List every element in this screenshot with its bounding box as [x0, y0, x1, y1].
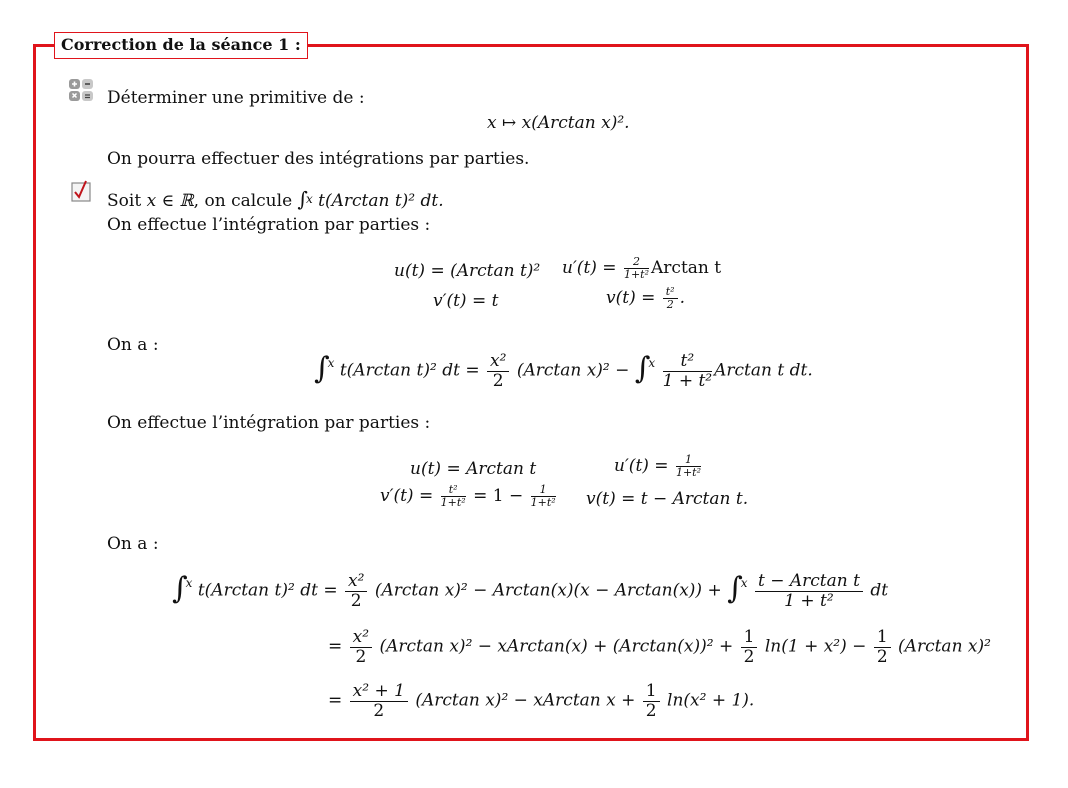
ona-label-1: On a : [107, 335, 159, 355]
ipp2-vprime-frac-2: $\frac{1}{\text{1+t²}}$ [530, 483, 556, 510]
eq2-frac-2: $\frac{\text{t − Arctan t}}{\text{1 + t²}}$ [755, 572, 863, 610]
calculator-icon [68, 78, 96, 104]
ipp1-v-frac: $\frac{\text{t²}}{2}$ [663, 286, 678, 311]
exercise-hint: On pourra effectuer des intégrations par parties. [107, 149, 530, 169]
checkbox-check-icon [70, 178, 94, 204]
eq1-frac-2: $\frac{\text{t²}}{\text{1 + t²}}$ [662, 351, 713, 391]
exercise-statement: Déterminer une primitive de : [107, 88, 365, 108]
ipp1-uprime-frac: $\frac{2}{\text{1+t²}}$ [623, 255, 650, 282]
solution-intro: Soit x ∈ ℝ, on calcule ∫$^x$ t(Arctan t)² dt. [107, 187, 444, 211]
intro-var: x ∈ ℝ [146, 191, 194, 211]
ipp-label-1: On effectue l’intégration par parties : [107, 215, 431, 235]
eq4-frac-1: $\frac{\text{x² + 1}}{2}$ [350, 682, 408, 720]
ipp2-v: v(t) = t − Arctan t. [586, 489, 749, 509]
intro-mid: , on calcule [193, 191, 298, 211]
ona-label-2: On a : [107, 534, 159, 554]
intro-start: Soit [107, 191, 147, 211]
ipp-label-2: On effectue l’intégration par parties : [107, 413, 431, 433]
exercise-function: x ↦ x(Arctan x)². [487, 113, 630, 133]
equation-3: = $\frac{\text{x²}}{2}$ (Arctan x)² − xArctan(x) + (Arctan(x))² + $\frac{1}{2}$ ln(1 + x²) − $\frac{1}{2}$ (Arctan x)² [328, 627, 991, 667]
ipp2-uprime: u′(t) = $\frac{1}{\text{1+t²}}$ [614, 453, 702, 480]
ipp1-vprime: v′(t) = t [433, 291, 499, 311]
ipp1-uprime: u′(t) = $\frac{2}{\text{1+t²}}$ Arctan t [562, 255, 722, 282]
eq4-frac-2: $\frac{1}{2}$ [643, 682, 660, 720]
ipp2-uprime-frac: $\frac{1}{\text{1+t²}}$ [675, 453, 702, 480]
eq3-frac-2: $\frac{1}{2}$ [741, 628, 758, 666]
intro-bound: x [305, 192, 313, 206]
eq3-frac-3: $\frac{1}{2}$ [874, 628, 891, 666]
ipp2-vprime: v′(t) = $\frac{\text{t²}}{\text{1+t²}}$ = 1 − $\frac{1}{\text{1+t²}}$ [380, 483, 556, 510]
eq3-frac-1: $\frac{\text{x²}}{2}$ [350, 628, 372, 666]
ipp2-u: u(t) = Arctan t [410, 459, 537, 479]
eq1-frac-1: $\frac{\text{x²}}{2}$ [487, 352, 509, 390]
equation-1: ∫$^x$ t(Arctan t)² dt = $\frac{\text{x²}}{2}$ (Arctan x)² − ∫$^x$ $\frac{\text{t²}}{\text{1 + t²}}$ Arctan t dt. [314, 351, 813, 391]
ipp1-v: v(t) = $\frac{\text{t²}}{2}$ . [606, 285, 686, 312]
equation-4: = $\frac{\text{x² + 1}}{2}$ (Arctan x)² − xArctan x + $\frac{1}{2}$ ln(x² + 1). [328, 681, 755, 721]
intro-end: t(Arctan t)² dt. [318, 191, 444, 211]
ipp2-vprime-frac-1: $\frac{\text{t²}}{\text{1+t²}}$ [440, 483, 466, 510]
section-title: Correction de la séance 1 : [54, 32, 308, 59]
equation-2: ∫$^x$ t(Arctan t)² dt = $\frac{\text{x²}}{2}$ (Arctan x)² − Arctan(x)(x − Arctan(x)) + ∫$^x$ $\frac{\text{t − Arctan t}}{\text{1 + t²}}$ dt [172, 571, 889, 611]
eq2-frac-1: $\frac{\text{x²}}{2}$ [345, 572, 367, 610]
ipp1-u: u(t) = (Arctan t)² [394, 261, 541, 281]
